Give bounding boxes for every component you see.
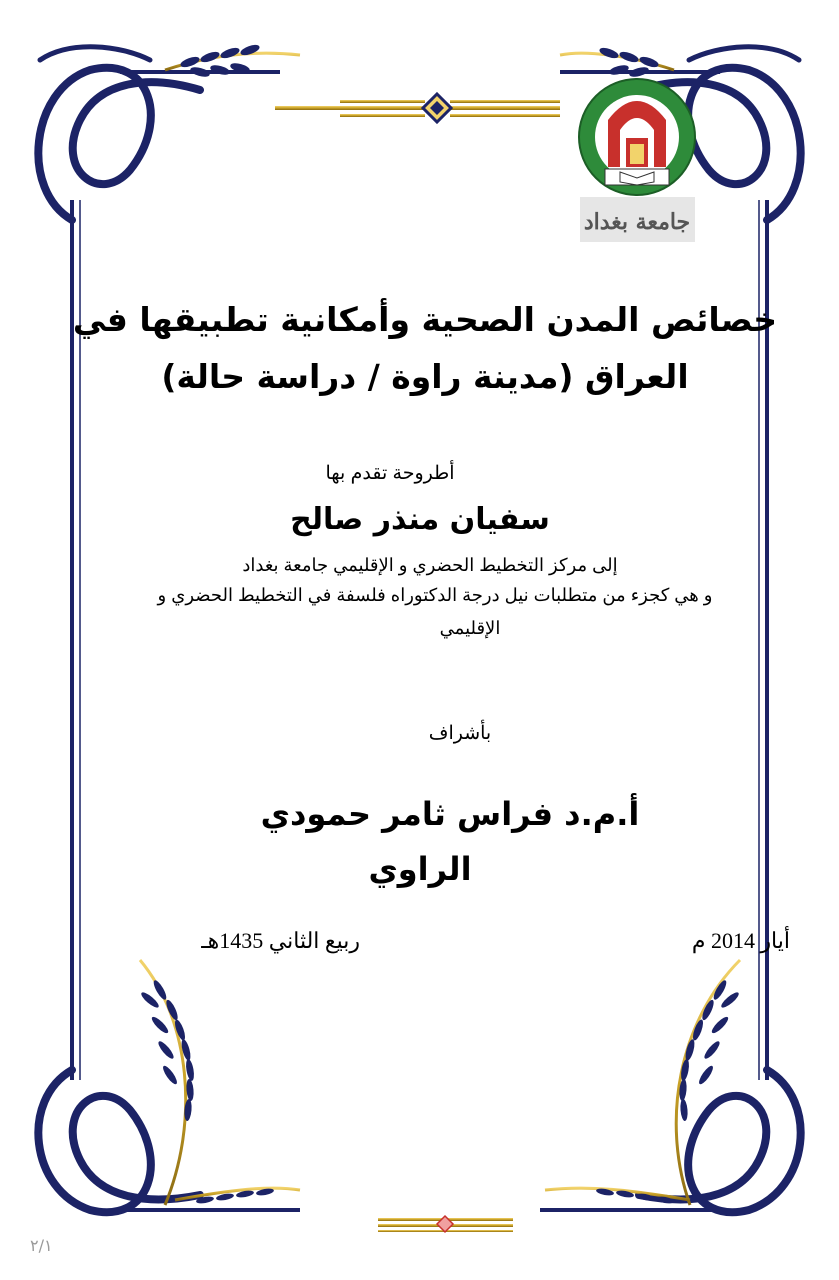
date-gregorian: أيار 2014 م <box>691 928 790 953</box>
corner-ornament-bottom-right <box>639 1070 801 1212</box>
supervisor-name-line-1: أ.م.د فراس ثامر حمودي <box>260 795 640 833</box>
bottom-center-ornament <box>378 1216 513 1232</box>
university-logo <box>570 72 705 247</box>
submission-line-2: و هي كجزء من متطلبات نيل درجة الدكتوراه فلسفة في التخطيط الحضري و <box>157 585 713 605</box>
logo-caption: جامعة بغداد <box>583 209 691 235</box>
submission-line-1: إلى مركز التخطيط الحضري و الإقليمي جامعة بغداد <box>242 555 618 575</box>
date-hijri: ربيع الثاني 1435هـ <box>201 928 360 953</box>
thesis-title-line-1: خصائص المدن الصحية وأمكانية تطبيقها في <box>72 300 778 339</box>
wheat-ornament-bottom-left <box>139 960 300 1205</box>
wheat-ornament-bottom-right <box>545 960 741 1205</box>
submission-intro: أطروحة تقدم بها <box>325 463 455 484</box>
author-name: سفيان منذر صالح <box>290 502 550 537</box>
top-center-ornament <box>275 94 560 122</box>
submission-line-3: الإقليمي <box>439 618 501 638</box>
corner-ornament-bottom-left <box>38 1070 200 1212</box>
supervision-label: بأشراف <box>428 723 492 744</box>
supervisor-name-line-2: الراوي <box>368 850 472 888</box>
thesis-title-line-2: العراق (مدينة راوة / دراسة حالة) <box>161 357 689 396</box>
page-number: ٢/١ <box>30 1236 53 1255</box>
